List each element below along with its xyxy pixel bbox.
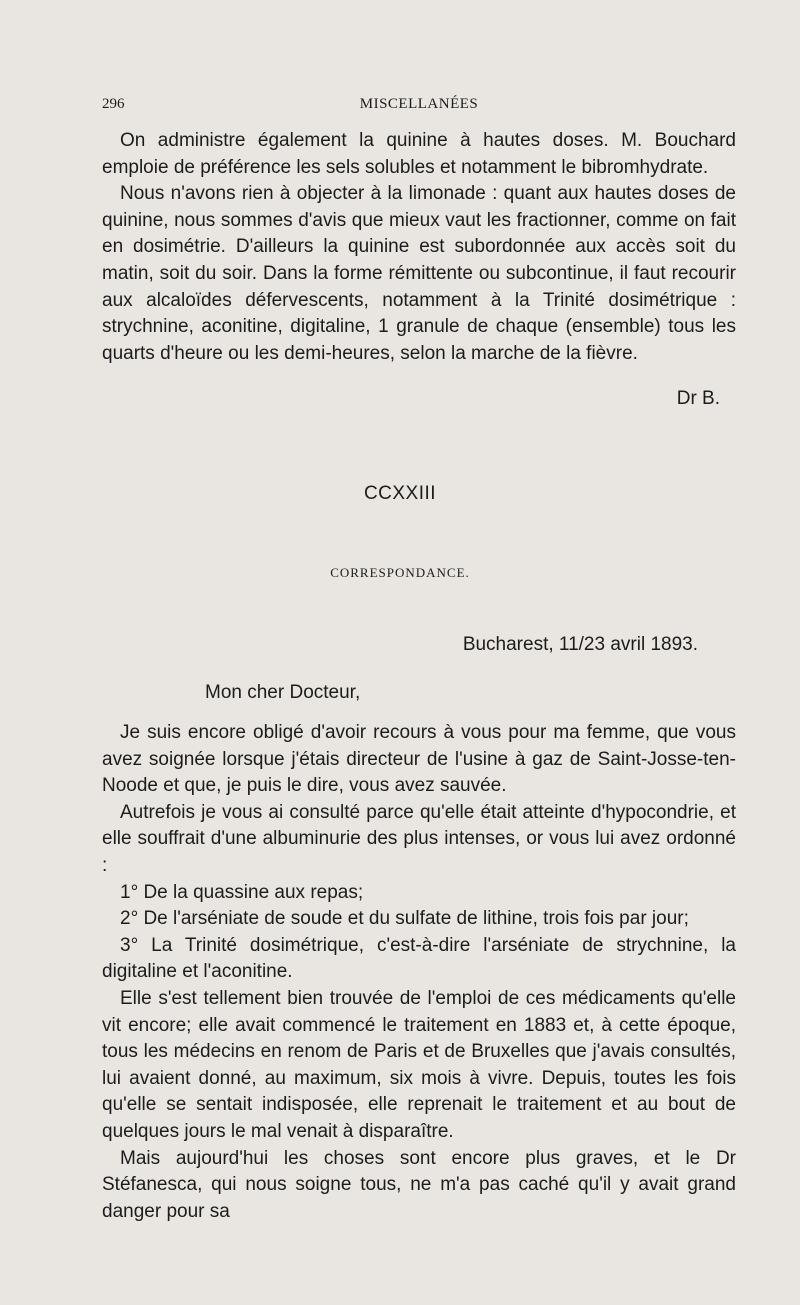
section-quinine <box>102 128 736 367</box>
paragraph: On administre également la quinine à hautes doses. M. Bouchard emploie de préférence les sels solubles et notamment le bibromhydrate. <box>102 130 736 178</box>
list-item: 1° De la quassine aux repas; <box>120 881 364 903</box>
paragraph: Elle s'est tellement bien trouvée de l'emploi de ces médicaments qu'elle vit encore; elle avait commencé le traitement en 1883 et, à cette époque, tous les médecins en renom de Paris et de Bruxelles que j'avais consultés, lui avaient donné, au maximum, six mois à vivre. Depuis, toutes les fois qu'elle se sentait indisposée, elle reprenait le traitement et au bout de quelques jours le mal venait à disparaître. <box>102 987 736 1142</box>
paragraph: Autrefois je vous ai consulté parce qu'elle était atteinte d'hypocondrie, et elle souffrait d'une albuminurie des plus intenses, or vous lui avez ordonné : <box>102 801 736 876</box>
paragraph: Mais aujourd'hui les choses sont encore plus graves, et le Dr Stéfanesca, qui nous soigne tous, ne m'a pas caché qu'il y avait grand danger pour sa <box>102 1147 736 1222</box>
page-number: 296 <box>102 96 125 112</box>
page-header <box>102 96 736 120</box>
paragraph: Nous n'avons rien à objecter à la limonade : quant aux hautes doses de quinine, nous sommes d'avis que mieux vaut les fractionner, comme on fait en dosimétrie. D'ailleurs la quinine est subordonnée aux accès soit du matin, soit du soir. Dans la forme rémittente ou subcontinue, il faut recourir aux alcaloïdes défervescents, notamment à la Trinité dosimétrique : strychnine, aconitine, digitaline, 1 granule de chaque (ensemble) tous les quarts d'heure ou les demi-heures, selon la marche de la fièvre. <box>102 183 736 364</box>
section-title: CORRESPONDANCE. <box>330 565 470 580</box>
paragraph: Je suis encore obligé d'avoir recours à vous pour ma femme, que vous avez soignée lorsque j'étais directeur de l'usine à gaz de Saint-Josse-ten-Noode et que, je puis le dire, vous avez sauvée. <box>102 722 736 797</box>
running-title: MISCELLANÉES <box>359 96 479 112</box>
signature: Dr B. <box>676 388 720 409</box>
letter-dateline: Bucharest, 11/23 avril 1893. <box>462 634 698 655</box>
letter-body <box>102 720 736 1225</box>
article-number: CCXXIII <box>363 483 437 504</box>
list-item: 2° De l'arséniate de soude et du sulfate de lithine, trois fois par jour; <box>120 908 689 930</box>
letter-salutation: Mon cher Docteur, <box>205 682 361 703</box>
list-item: 3° La Trinité dosimétrique, c'est-à-dire l'arséniate de strychnine, la digitaline et l'aconitine. <box>102 934 736 983</box>
